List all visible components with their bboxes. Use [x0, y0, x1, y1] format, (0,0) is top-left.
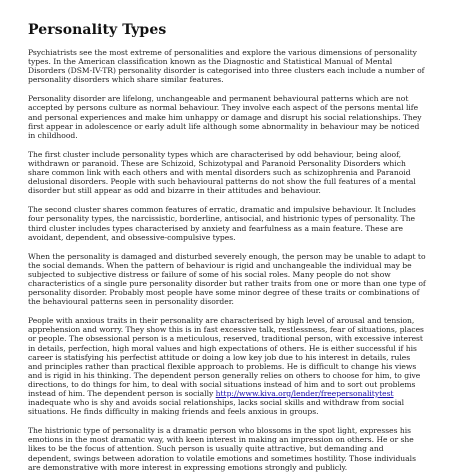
- personality-test-link[interactable]: http://www.kiva.org/lender/freepersonalitytest: [215, 389, 394, 398]
- paragraph-definition: Personality disorder are lifelong, unchangeable and permanent behavioural patterns which are not accepted by persons culture as normal behaviour. They involve each aspect of the persons mental life and personal experiences and make him unhappy or damage and disrupt his social relationships. They first appear in adolescence or early adult life although some abnormality in behaviour may be noticed in childhood.: [28, 94, 422, 140]
- paragraph-anxious-traits: [28, 316, 426, 416]
- paragraph-damaged-personality: When the personality is damaged and disturbed severely enough, the person may be unable to adapt to the social demands. When the pattern of behaviour is rigid and unchangeable the individual may be subjected to subjective distress or failure of some of his social roles. Many people do not show characteristics of a single pure personality disorder but rather traits from one or more than one type of personality disorder. Probably most people have some minor degree of these traits or combinations of the behavioural patterns seen in personality disorder.: [28, 251, 426, 307]
- paragraph-second-cluster: The second cluster shares common features of erratic, dramatic and impulsive behaviour. It Includes four personality types, the narcissistic, borderline, antisocial, and histrionic types of personality. The third cluster includes types characterised by anxiety and fearfulness as a main feature. These are avoidant, dependent, and obsessive-compulsive types.: [28, 205, 416, 242]
- paragraph-intro: Psychiatrists see the most extreme of personalities and explore the various dimensions of personality types. In the American classification known as the Diagnostic and Statistical Manual of Mental Disorders (DSM-IV-TR) personality disorder is categorised into three clusters each include a number of personality disorders which share similar features.: [28, 48, 425, 85]
- page-title: Personality Types: [28, 22, 167, 38]
- anxious-text-after-link: inadequate who is shy and avoids social relationships, lacks social skills and withdraw from social situations. He finds difficulty in making friends and feels anxious in groups.: [28, 398, 405, 417]
- paragraph-histrionic: The histrionic type of personality is a dramatic person who blossoms in the spot light, expresses his emotions in the most dramatic way, with keen interest in making an impression on others. He or she likes to be the focus of attention. Such person is usually quite attractive, but demanding and dependent, swings between adoration to volatile emotions and sometimes hostility. Those individuals are demonstrative with more interest in expressing emotions strongly and publicly.: [28, 426, 416, 472]
- anxious-text-before-link: People with anxious traits in their personality are characterised by high level of arousal and tension, apprehension and worry. They show this is in fast excessive talk, restlessness, fear of situations, places or people. The obsessional person is a meticulous, reserved, traditional person, with excessive interest in details, perfection, high moral values and high expectations of others. He is either successful if his career is statisfying his perfectist attitude or doing a low key job due to his interest in details, rules and principles rather than practical flexible approach to problems. He is difficult to change his views and is rigid in his thinking. The dependent person generally relies on others to choose for him, to give directions, to do things for him, to deal with social situations instead of him and to sort out problems instead of him. The dependent person is socially: [28, 316, 424, 398]
- paragraph-first-cluster: The first cluster include personality types which are characterised by odd behaviour, being aloof, withdrawn or paranoid. These are Schizoid, Schizotypal and Paranoid Personality Disorders which share common link with each others and with mental disorders such as schizophrenia and Paranoid delusional disorders. People with such behavioural patterns do not show the full features of a mental disorder but still appear as odd and bizarre in their attitudes and behaviour.: [28, 149, 416, 196]
